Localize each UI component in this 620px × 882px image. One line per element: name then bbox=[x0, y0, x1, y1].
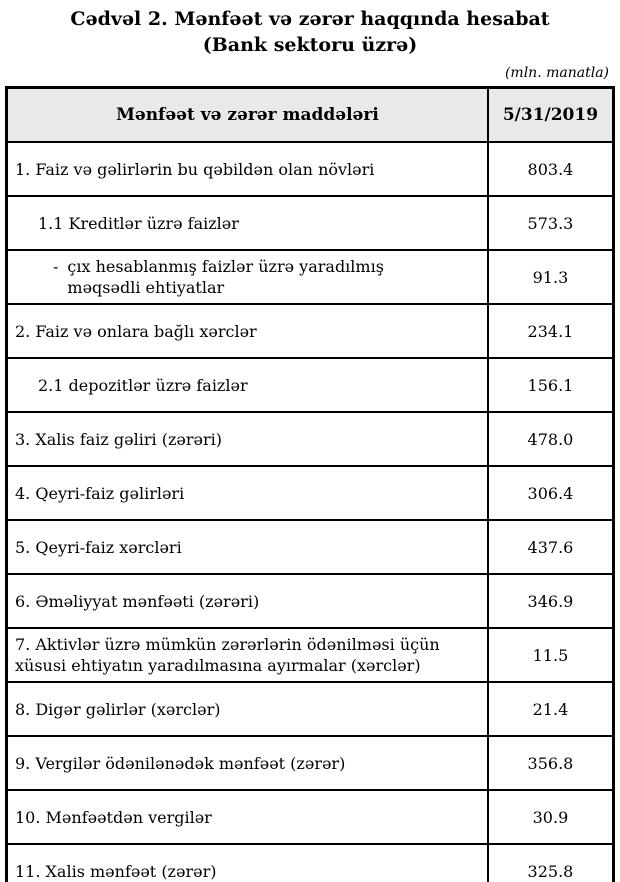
table-row bbox=[7, 142, 614, 196]
row-value: 156.1 bbox=[488, 358, 614, 412]
row-label: 3. Xalis faiz gəliri (zərəri) bbox=[7, 412, 488, 466]
row-label: 6. Əməliyyat mənfəəti (zərəri) bbox=[7, 574, 488, 628]
units-note: (mln. manatla) bbox=[504, 65, 609, 81]
dash-row-text: çıx hesablanmış faizlər üzrə yaradılmış məqsədli ehtiyatlar bbox=[67, 257, 384, 297]
row-label: 9. Vergilər ödənilənədək mənfəət (zərər) bbox=[7, 736, 488, 790]
table-row bbox=[7, 628, 614, 682]
table-header-row bbox=[7, 88, 614, 143]
row-label: 11. Xalis mənfəət (zərər) bbox=[7, 844, 488, 882]
header-items-label: Mənfəət və zərər maddələri bbox=[7, 88, 488, 143]
row-value: 803.4 bbox=[488, 142, 614, 196]
row-label: 1.1 Kreditlər üzrə faizlər bbox=[7, 196, 488, 250]
report-title-line1: Cədvəl 2. Mənfəət və zərər haqqında hesabat bbox=[70, 8, 550, 30]
row-value: 234.1 bbox=[488, 304, 614, 358]
table-row bbox=[7, 574, 614, 628]
row-label: 2. Faiz və onlara bağlı xərclər bbox=[7, 304, 488, 358]
row-label: 8. Digər gəlirlər (xərclər) bbox=[7, 682, 488, 736]
table-row bbox=[7, 466, 614, 520]
row-value: 306.4 bbox=[488, 466, 614, 520]
row-label: 2.1 depozitlər üzrə faizlər bbox=[7, 358, 488, 412]
table-row bbox=[7, 196, 614, 250]
report-title-line2: (Bank sektoru üzrə) bbox=[202, 34, 418, 56]
row-label: 4. Qeyri-faiz gəlirləri bbox=[7, 466, 488, 520]
row-label bbox=[7, 250, 488, 304]
row-value: 437.6 bbox=[488, 520, 614, 574]
table-row bbox=[7, 736, 614, 790]
table-row bbox=[7, 520, 614, 574]
row-value: 325.8 bbox=[488, 844, 614, 882]
table-row bbox=[7, 358, 614, 412]
row-value: 91.3 bbox=[488, 250, 614, 304]
row-value: 478.0 bbox=[488, 412, 614, 466]
row-value: 21.4 bbox=[488, 682, 614, 736]
table-row bbox=[7, 304, 614, 358]
row-label: 5. Qeyri-faiz xərcləri bbox=[7, 520, 488, 574]
row-label: 1. Faiz və gəlirlərin bu qəbildən olan növləri bbox=[7, 142, 488, 196]
row-value: 346.9 bbox=[488, 574, 614, 628]
row-value: 356.8 bbox=[488, 736, 614, 790]
row-value: 30.9 bbox=[488, 790, 614, 844]
dash-row-content bbox=[15, 256, 481, 298]
header-date-label: 5/31/2019 bbox=[488, 88, 614, 143]
dash-bullet: - bbox=[53, 257, 59, 276]
table-row bbox=[7, 250, 614, 304]
row-label: 10. Mənfəətdən vergilər bbox=[7, 790, 488, 844]
table-row bbox=[7, 412, 614, 466]
row-value: 573.3 bbox=[488, 196, 614, 250]
table-row bbox=[7, 682, 614, 736]
row-label: 7. Aktivlər üzrə mümkün zərərlərin ödənilməsi üçün xüsusi ehtiyatın yaradılmasına ayırmalar (xərclər) bbox=[7, 628, 488, 682]
table-row bbox=[7, 844, 614, 882]
profit-loss-table bbox=[5, 86, 615, 882]
row-value: 11.5 bbox=[488, 628, 614, 682]
table-row bbox=[7, 790, 614, 844]
